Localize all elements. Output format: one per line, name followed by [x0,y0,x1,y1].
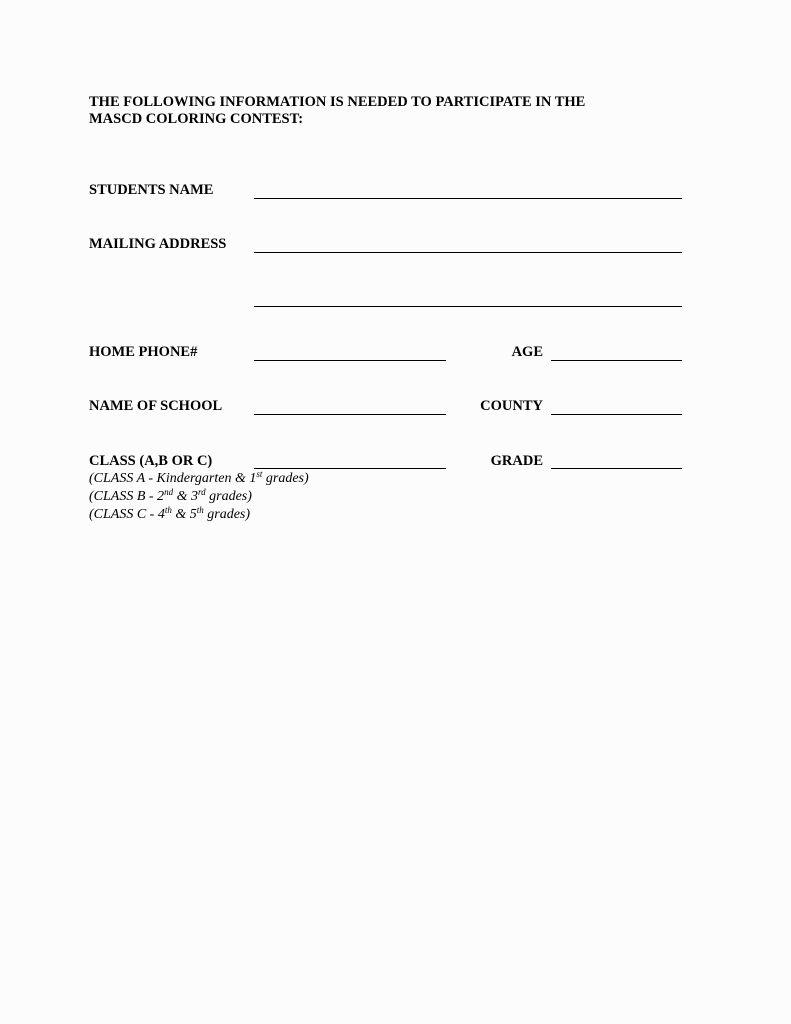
name-of-school-label: NAME OF SCHOOL [89,398,223,414]
county-line[interactable] [551,414,682,415]
class-note-a: (CLASS A - Kindergarten & 1st grades) [89,469,309,486]
class-note-b: (CLASS B - 2nd & 3rd grades) [89,487,252,504]
age-line[interactable] [551,360,682,361]
class-line[interactable] [254,468,446,469]
heading-line-1: THE FOLLOWING INFORMATION IS NEEDED TO PARTICIPATE IN THE [89,94,586,110]
class-label: CLASS (A,B OR C) [89,453,213,469]
mailing-address-line-1[interactable] [254,252,682,253]
home-phone-label: HOME PHONE# [89,344,198,360]
students-name-line[interactable] [254,198,682,199]
mailing-address-line-2[interactable] [254,306,682,307]
class-note-c: (CLASS C - 4th & 5th grades) [89,505,251,522]
heading-line-2: MASCD COLORING CONTEST: [89,111,304,127]
county-label: COUNTY [480,398,543,414]
students-name-label: STUDENTS NAME [89,182,214,198]
mailing-address-label: MAILING ADDRESS [89,236,227,252]
form-heading [89,94,689,128]
grade-line[interactable] [551,468,682,469]
home-phone-line[interactable] [254,360,446,361]
grade-label: GRADE [490,453,543,469]
name-of-school-line[interactable] [254,414,446,415]
age-label: AGE [511,344,543,360]
